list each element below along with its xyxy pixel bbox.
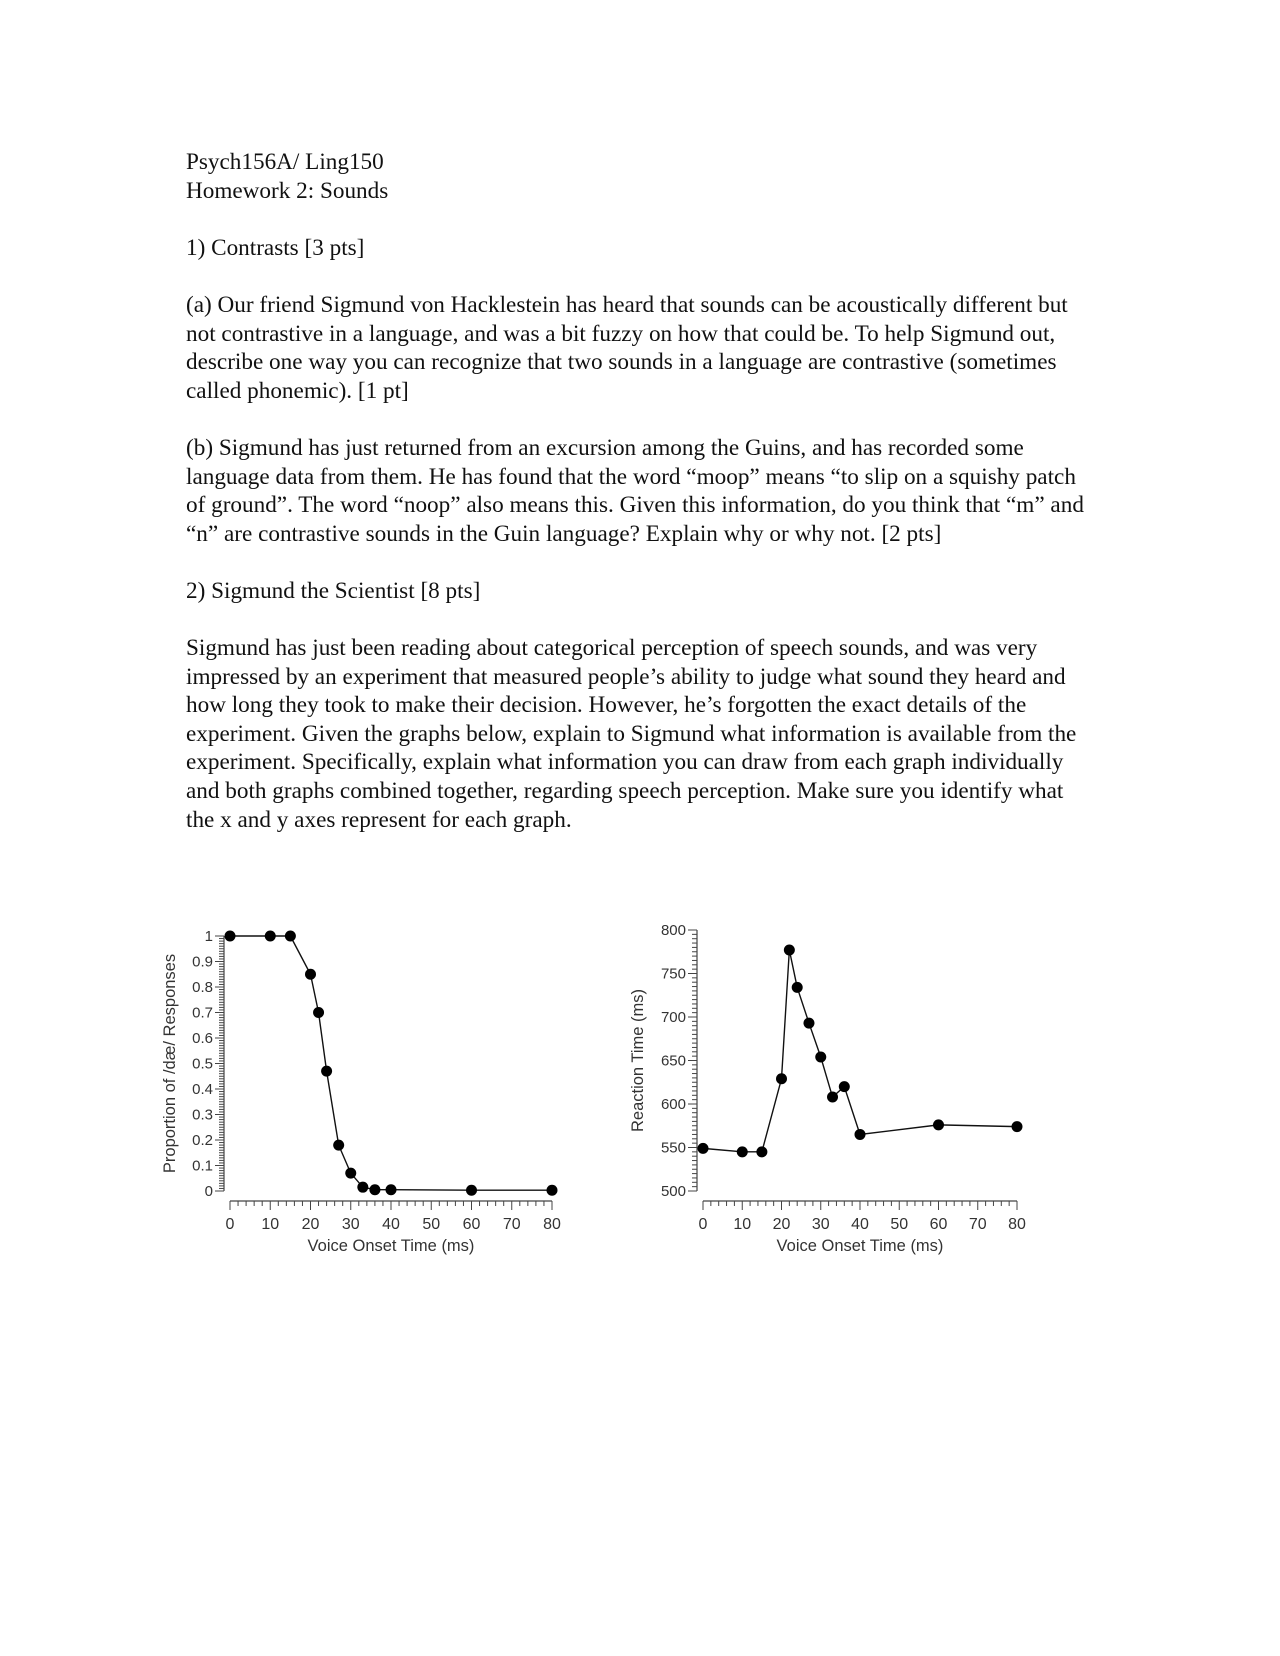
data-point <box>357 1182 368 1193</box>
assignment-title: Homework 2: Sounds <box>186 177 389 204</box>
identification-chart <box>155 905 575 1305</box>
data-point <box>321 1066 332 1077</box>
data-point <box>466 1185 477 1196</box>
y-tick-label: 0 <box>204 1183 213 1200</box>
question-2-title: 2) Sigmund the Scientist [8 pts] <box>186 577 481 604</box>
y-tick-label: 0.8 <box>192 979 213 996</box>
course-title: Psych156A/ Ling150 <box>186 149 384 175</box>
y-tick-label: 800 <box>660 922 686 939</box>
x-tick-label: 80 <box>543 1216 561 1233</box>
reaction-time-chart-svg <box>625 905 1045 1305</box>
y-tick-label: 600 <box>660 1096 686 1113</box>
y-tick-label: 0.6 <box>192 1030 213 1047</box>
data-point <box>698 1143 709 1154</box>
x-tick-label: 30 <box>341 1216 360 1233</box>
x-tick-label: 10 <box>261 1216 280 1233</box>
x-tick-label: 20 <box>772 1216 791 1233</box>
x-tick-label: 60 <box>929 1216 948 1233</box>
data-line <box>703 950 1017 1152</box>
y-tick-label: 700 <box>660 1009 686 1026</box>
x-axis-label: Voice Onset Time (ms) <box>307 1237 475 1255</box>
data-point <box>803 1018 814 1029</box>
question-1b: (b) Sigmund has just returned from an excursion among the Guins, and has recorded some language data from them. He has found that the word “moop” means “to slip on a squishy patch of ground”. The word “noop” also means this. Given this information, do you think that “m” and “n” are contrastive sounds in the Guin language? Explain why or why not. [2 pts] <box>186 434 1084 547</box>
x-tick-label: 0 <box>225 1216 235 1233</box>
x-tick-label: 30 <box>811 1216 830 1233</box>
question-1a: (a) Our friend Sigmund von Hacklestein has heard that sounds can be acoustically different but not contrastive in a language, and was a bit fuzzy on how that could be. To help Sigmund out, describe one way you can recognize that two sounds in a language are contrastive (sometimes called phonemic). [1 pt] <box>186 291 1068 404</box>
data-point <box>345 1168 356 1179</box>
y-tick-label: 750 <box>660 965 686 983</box>
reaction-time-chart <box>625 905 1045 1305</box>
data-point <box>333 1140 344 1151</box>
data-point <box>369 1184 380 1195</box>
data-point <box>265 931 276 942</box>
question-1-title: 1) Contrasts [3 pts] <box>186 234 365 261</box>
y-tick-label: 0.4 <box>192 1081 213 1098</box>
y-tick-label: 650 <box>660 1052 686 1070</box>
data-point <box>792 982 803 993</box>
x-tick-label: 20 <box>301 1216 320 1233</box>
y-axis-label: Proportion of /dæ/ Responses <box>161 953 179 1174</box>
homework-text <box>186 148 1096 834</box>
data-point <box>225 931 236 942</box>
data-point <box>827 1092 838 1103</box>
x-tick-label: 50 <box>890 1216 909 1233</box>
x-tick-label: 70 <box>502 1216 521 1233</box>
data-point <box>815 1052 826 1063</box>
data-point <box>285 931 296 942</box>
y-tick-label: 500 <box>660 1183 686 1200</box>
y-tick-label: 1 <box>204 928 213 945</box>
y-tick-label: 0.1 <box>192 1157 213 1175</box>
x-tick-label: 40 <box>382 1216 400 1233</box>
y-tick-label: 0.7 <box>192 1004 213 1022</box>
x-tick-label: 70 <box>968 1216 987 1233</box>
data-point <box>305 969 316 980</box>
data-point <box>1012 1121 1023 1132</box>
y-tick-label: 0.2 <box>192 1132 213 1149</box>
data-point <box>784 945 795 956</box>
y-tick-label: 0.5 <box>192 1055 213 1073</box>
x-tick-label: 50 <box>422 1216 441 1233</box>
data-point <box>313 1007 324 1018</box>
data-point <box>547 1185 558 1196</box>
x-axis-label: Voice Onset Time (ms) <box>776 1237 944 1255</box>
y-tick-label: 550 <box>660 1139 686 1157</box>
identification-chart-svg <box>155 905 575 1305</box>
data-point <box>776 1073 787 1084</box>
y-axis-label: Reaction Time (ms) <box>629 988 647 1133</box>
data-point <box>839 1081 850 1092</box>
data-point <box>386 1184 397 1195</box>
y-tick-label: 0.3 <box>192 1106 213 1124</box>
data-line <box>230 936 552 1190</box>
x-tick-label: 80 <box>1008 1216 1026 1233</box>
x-tick-label: 10 <box>733 1216 752 1233</box>
data-point <box>737 1146 748 1157</box>
y-tick-label: 0.9 <box>192 953 213 971</box>
data-point <box>933 1119 944 1130</box>
question-2-body: Sigmund has just been reading about categorical perception of speech sounds, and was very impressed by an experiment that measured people’s ability to judge what sound they heard and how long they took to make their decision. However, he’s forgotten the exact details of the experiment. Given the graphs below, explain to Sigmund what information is available from the experiment. Specifically, explain what information you can draw from each graph individually and both graphs combined together, regarding speech perception. Make sure you identify what the x and y axes represent for each graph. <box>186 635 1077 833</box>
x-tick-label: 40 <box>851 1216 869 1233</box>
data-point <box>756 1146 767 1157</box>
x-tick-label: 0 <box>698 1216 708 1233</box>
data-point <box>855 1129 866 1140</box>
x-tick-label: 60 <box>462 1216 481 1233</box>
